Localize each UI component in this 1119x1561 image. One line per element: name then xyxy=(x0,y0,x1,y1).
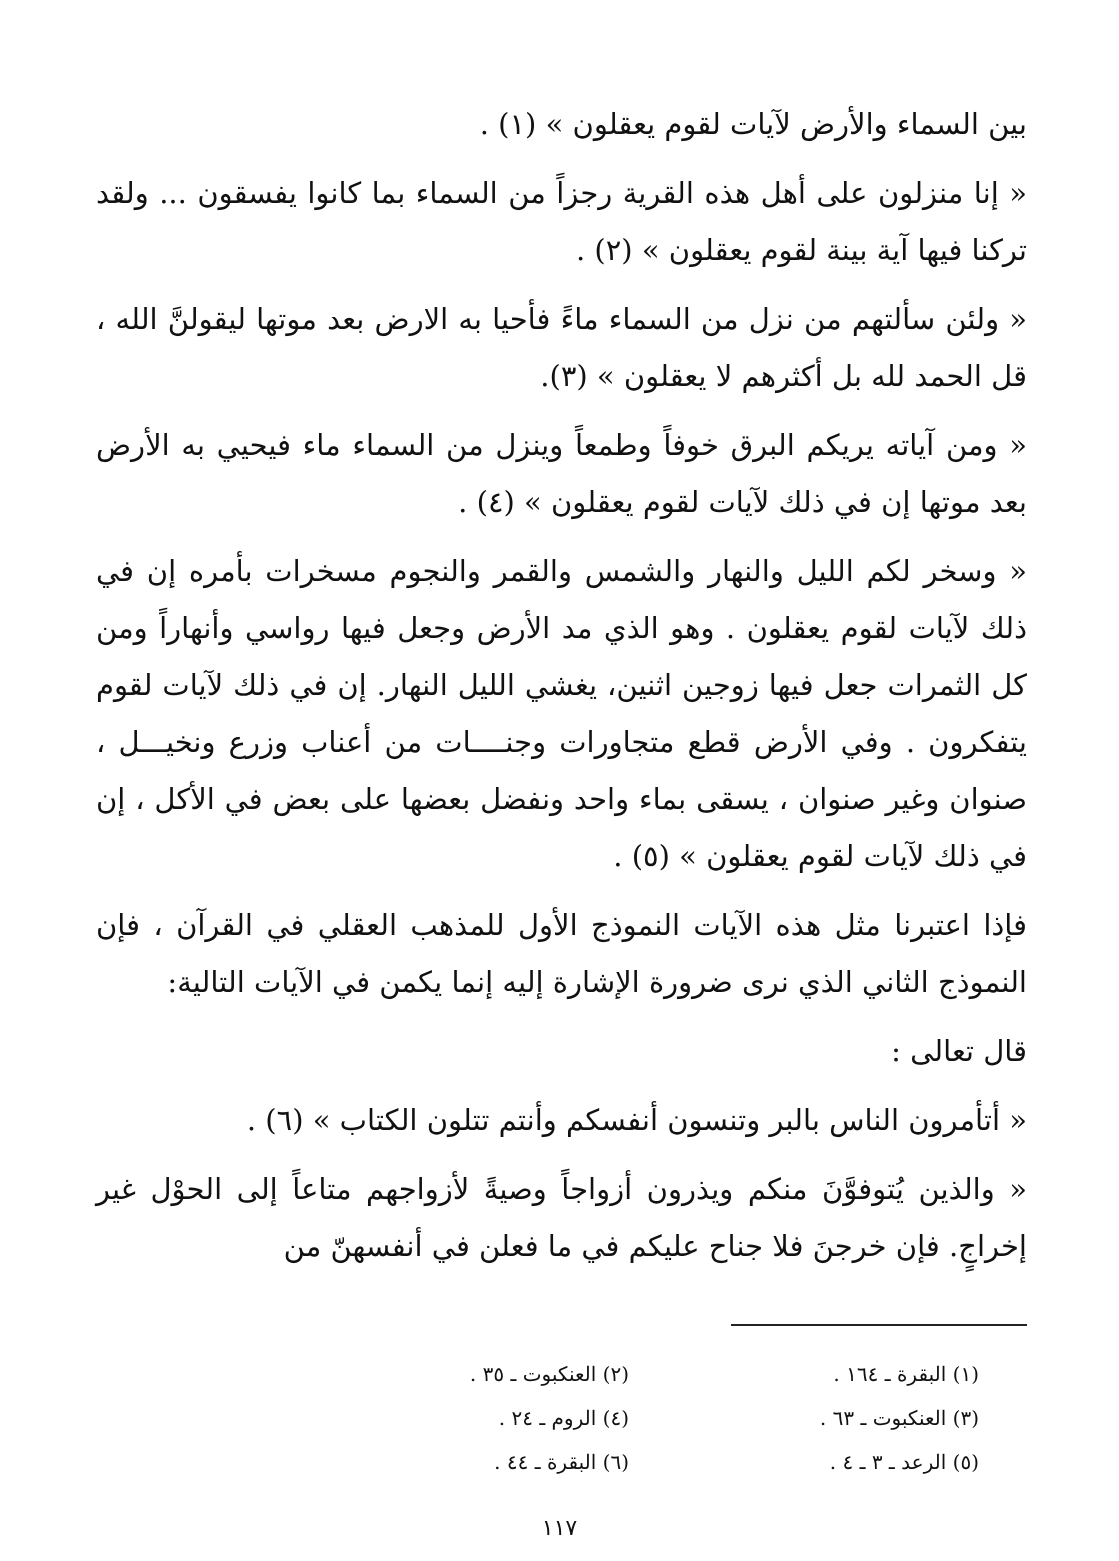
paragraph-1: بين السماء والأرض لآيات لقوم يعقلون » (١) . xyxy=(479,107,1027,141)
footnote-2: (٢) العنكبوت ـ ٣٥ . xyxy=(469,1362,629,1386)
footnote-divider xyxy=(731,1324,1027,1326)
footnote-1: (١) البقرة ـ ١٦٤ . xyxy=(833,1362,979,1386)
footnote-5: (٥) الرعد ـ ٣ ـ ٤ . xyxy=(829,1450,979,1474)
paragraph-3: « ولئن سألتهم من نزل من السماء ماءً فأحيا به الارض بعد موتها ليقولنَّ الله ، قل الحمد لله بل أكثرهم لا يعقلون » (٣). xyxy=(96,302,1027,393)
footnote-4: (٤) الروم ـ ٢٤ . xyxy=(498,1406,629,1430)
footnotes xyxy=(279,1352,979,1484)
paragraph-8: « أتأمرون الناس بالبر وتنسون أنفسكم وأنتم تتلون الكتاب » (٦) . xyxy=(246,1103,1027,1137)
paragraph-6: فإذا اعتبرنا مثل هذه الآيات النموذج الأول للمذهب العقلي في القرآن ، فإن النموذج الثاني الذي نرى ضرورة الإشارة إليه إنما يكمن في الآيات التالية: xyxy=(96,908,1027,999)
page-number: ١١٧ xyxy=(541,1516,578,1541)
footnote-3: (٣) العنكبوت ـ ٦٣ . xyxy=(819,1406,979,1430)
paragraph-7: قال تعالى : xyxy=(891,1034,1027,1068)
footnote-6: (٦) البقرة ـ ٤٤ . xyxy=(494,1450,629,1474)
paragraph-9: « والذين يُتوفوَّنَ منكم ويذرون أزواجاً وصيةً لأزواجهم متاعاً إلى الحوْل غير إخراجٍ. فإن خرجنَ فلا جناح عليكم في ما فعلن في أنفسهنّ من xyxy=(96,1172,1027,1263)
paragraph-2: « إنا منزلون على أهل هذه القرية رجزاً من السماء بما كانوا يفسقون ... ولقد تركنا فيها آية بينة لقوم يعقلون » (٢) . xyxy=(96,176,1027,267)
paragraph-5: « وسخر لكم الليل والنهار والشمس والقمر والنجوم مسخرات بأمره إن في ذلك لآيات لقوم يعقلون . وهو الذي مد الأرض وجعل فيها رواسي وأنهاراً ومن كل الثمرات جعل فيها زوجين اثنين، يغشي الليل النهار. إن في ذلك لآيات لقوم يتفكرون . وفي الأرض قطع متجاورات وجنــــات من أعناب وزرع ونخيـــل ، صنوان وغير صنوان ، يسقى بماء واحد ونفضل بعضها على بعض في الأكل ، إن في ذلك لآيات لقوم يعقلون » (٥) . xyxy=(96,554,1027,873)
paragraph-4: « ومن آياته يريكم البرق خوفاً وطمعاً وينزل من السماء ماء فيحيي به الأرض بعد موتها إن في ذلك لآيات لقوم يعقلون » (٤) . xyxy=(96,428,1027,519)
main-text xyxy=(96,96,1027,1275)
